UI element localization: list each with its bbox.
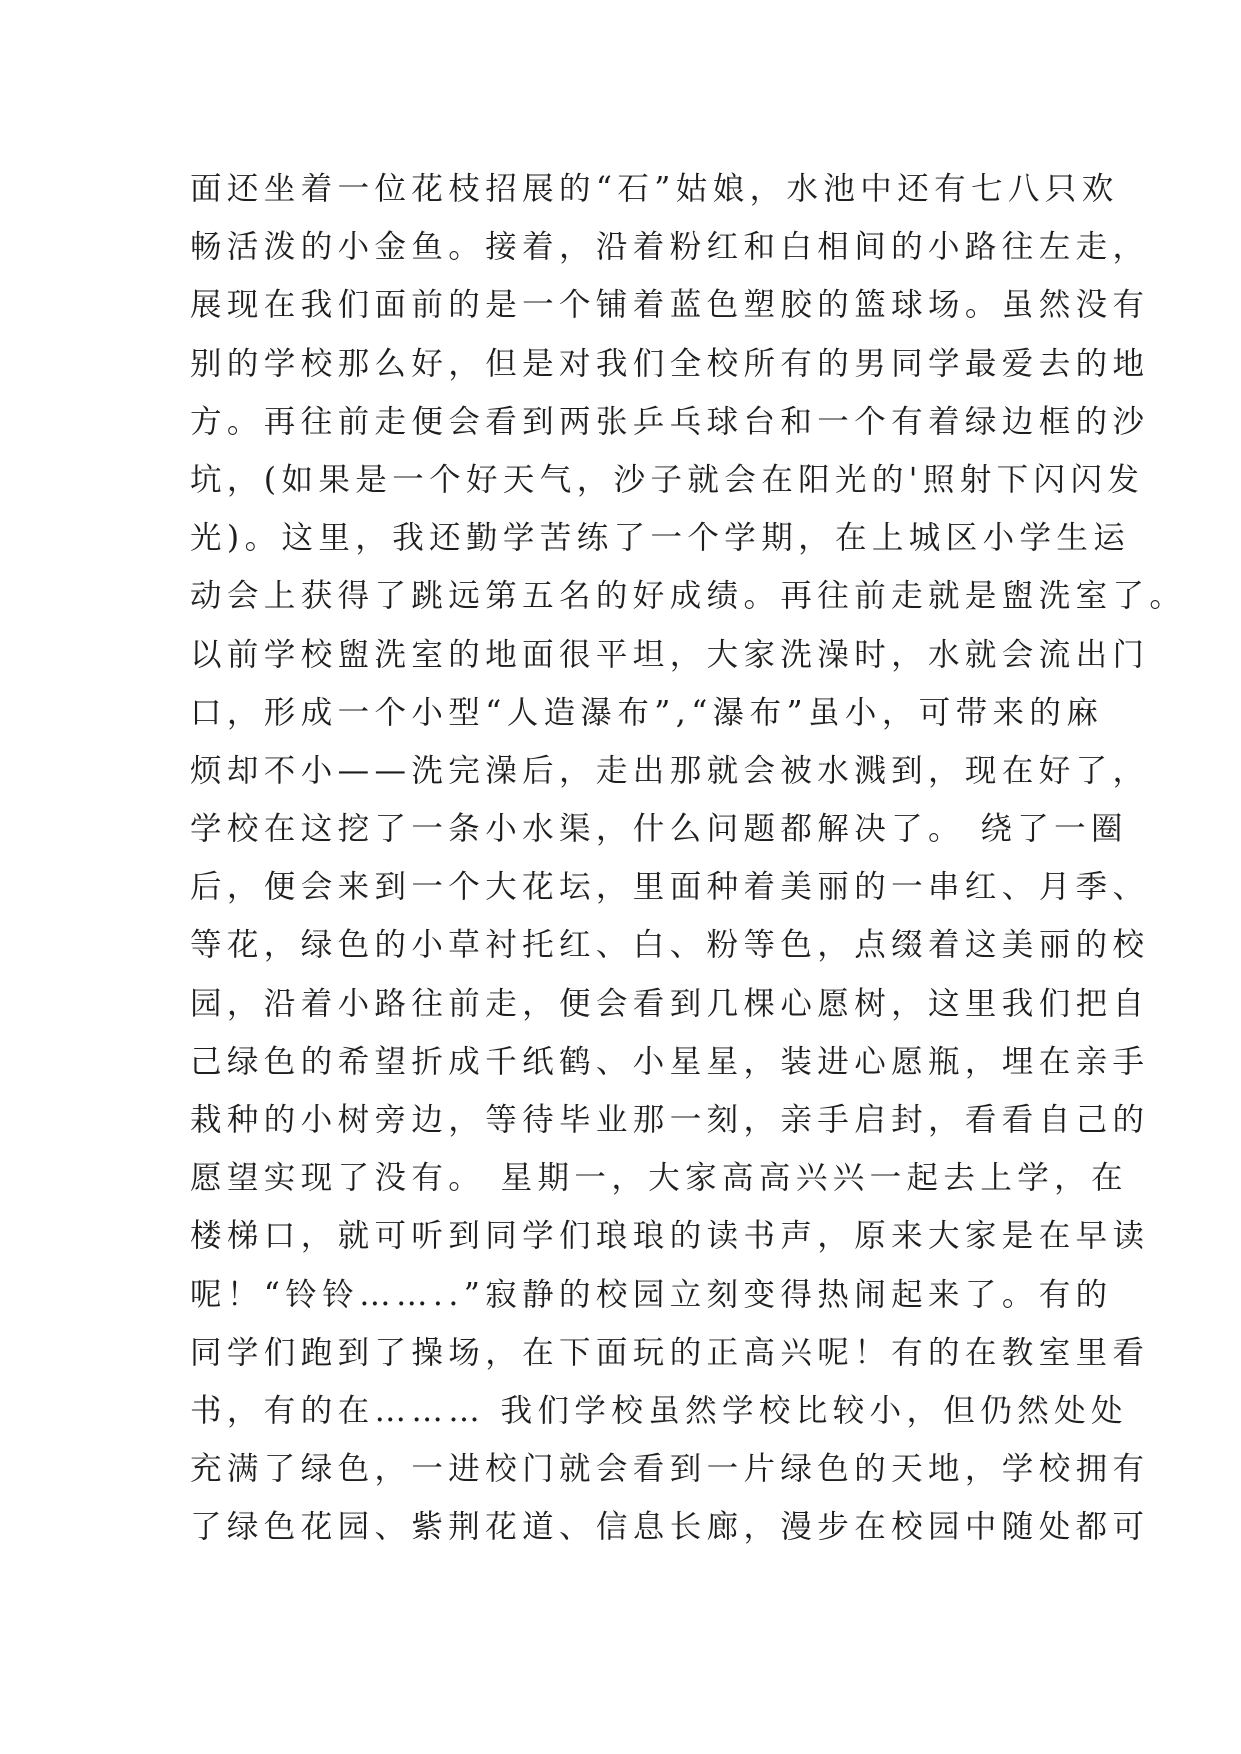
text-line: 等花，绿色的小草衬托红、白、粉等色，点缀着这美丽的校: [190, 927, 1150, 964]
text-line: 烦却不小——洗完澡后，走出那就会被水溅到，现在好了，: [190, 752, 1150, 789]
text-line: 栽种的小树旁边，等待毕业那一刻，亲手启封，看看自己的: [190, 1102, 1150, 1138]
text-line: 畅活泼的小金鱼。接着，沿着粉红和白相间的小路往左走，: [190, 229, 1150, 266]
text-line: 面还坐着一位花枝招展的“石”姑娘，水池中还有七八只欢: [190, 171, 1119, 207]
text-line: 学校在这挖了一条小水渠，什么问题都解决了。 绕了一圈: [190, 811, 1128, 848]
text-line: 光)。这里，我还勤学苦练了一个学期，在上城区小学生运: [190, 520, 1131, 557]
essay-body: [190, 160, 1187, 1557]
text-line: 呢！“铃铃……..”寂静的校园立刻变得热闹起来了。有的: [190, 1276, 1113, 1313]
text-line: 充满了绿色，一进校门就会看到一片绿色的天地，学校拥有: [190, 1451, 1150, 1488]
text-line: 后，便会来到一个大花坛，里面种着美丽的一串红、月季、: [190, 869, 1150, 906]
text-line: 了绿色花园、紫荆花道、信息长廊，漫步在校园中随处都可: [190, 1509, 1150, 1546]
text-line: 书，有的在……… 我们学校虽然学校比较小，但仍然处处: [190, 1392, 1128, 1429]
text-line: 楼梯口，就可听到同学们琅琅的读书声，原来大家是在早读: [190, 1218, 1150, 1255]
text-line: 以前学校盥洗室的地面很平坦，大家洗澡时，水就会流出门: [190, 636, 1150, 673]
text-line: 园，沿着小路往前走，便会看到几棵心愿树，这里我们把自: [190, 985, 1150, 1022]
text-line: 口，形成一个小型“人造瀑布”,“瀑布”虽小，可带来的麻: [190, 694, 1104, 731]
text-line: 坑，(如果是一个好天气，沙子就会在阳光的'照射下闪闪发: [190, 461, 1145, 498]
text-line: 展现在我们面前的是一个铺着蓝色塑胶的篮球场。虽然没有: [190, 287, 1150, 324]
text-line: 方。再往前走便会看到两张乒乓球台和一个有着绿边框的沙: [190, 403, 1150, 440]
text-line: 己绿色的希望折成千纸鹤、小星星，装进心愿瓶，埋在亲手: [190, 1043, 1150, 1080]
text-line: 别的学校那么好，但是对我们全校所有的男同学最爱去的地: [190, 345, 1150, 382]
text-line: 同学们跑到了操场，在下面玩的正高兴呢！有的在教室里看: [190, 1334, 1150, 1371]
text-line: 动会上获得了跳远第五名的好成绩。再往前走就是盥洗室了。: [190, 578, 1187, 615]
text-line: 愿望实现了没有。 星期一，大家高高兴兴一起去上学，在: [190, 1160, 1128, 1197]
